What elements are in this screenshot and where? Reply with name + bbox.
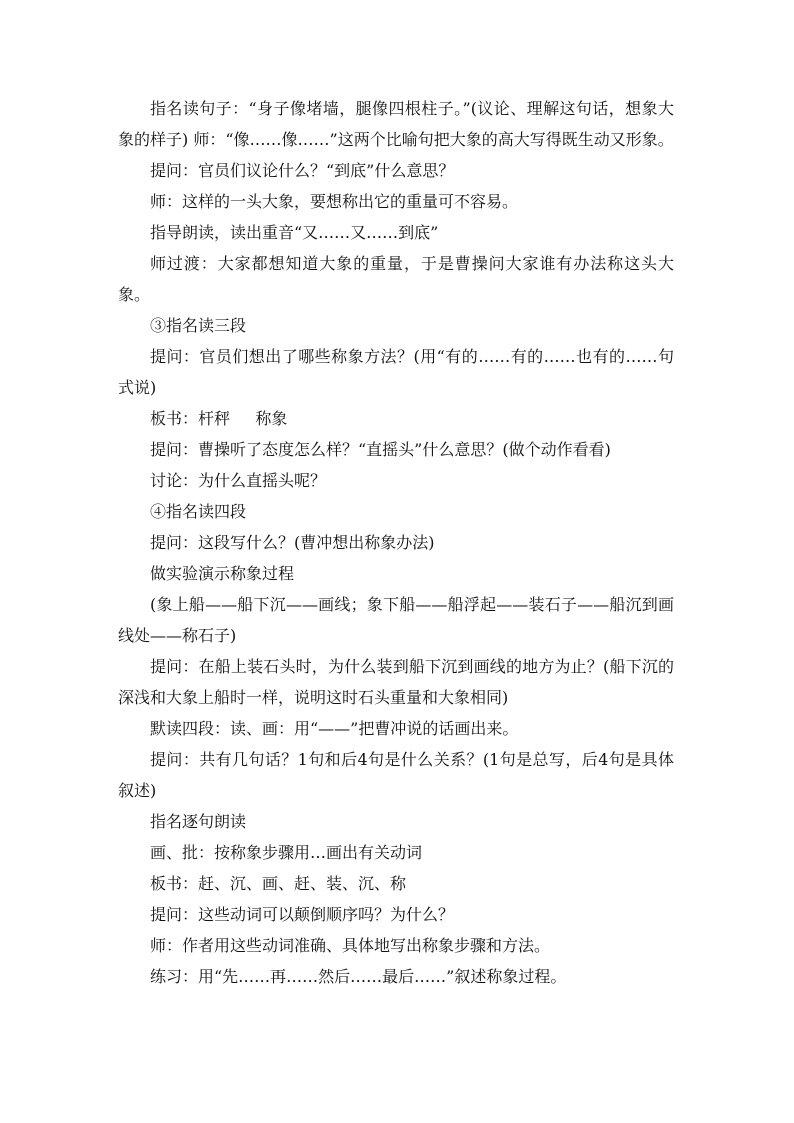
paragraph-process-steps: (象上船——船下沉——画线；象下船——船浮起——装石子——船沉到画线处——称石子) [118,595,674,645]
paragraph-exercise: 练习：用“先……再……然后……最后……”叙述称象过程。 [150,967,567,986]
paragraph-read-section-four: ④指名读四段 [150,502,247,521]
document-page [118,93,674,992]
paragraph-question-sentences: 提问：共有几句话？1句和后4句是什么关系？(1句是总写，后4句是具体叙述) [118,750,674,800]
paragraph-silent-reading: 默读四段：读、画：用“——”把曹冲说的话画出来。 [150,719,519,738]
paragraph-read-sentence-by-sentence: 指名逐句朗读 [150,812,247,831]
paragraph-board-steelyard: 板书：杆秤 称象 [150,409,288,428]
paragraph-guided-reading: 指导朗读，读出重音“又……又……到底” [150,223,439,242]
paragraph-question-stones: 提问：在船上装石头时，为什么装到船下沉到画线的地方为止？(船下沉的深浅和大象上船时一样，说明这时石头重量和大象相同) [118,657,674,707]
paragraph-question-officials: 提问：官员们议论什么？“到底”什么意思？ [150,161,455,180]
paragraph-question-methods: 提问：官员们想出了哪些称象方法？(用“有的……有的……也有的……句式说) [118,347,674,397]
paragraph-teacher-summary: 师：作者用这些动词准确、具体地写出称象步骤和方法。 [150,936,551,955]
paragraph-mark-verbs: 画、批：按称象步骤用…画出有关动词 [150,843,423,862]
paragraph-board-verbs: 板书：赶、沉、画、赶、装、沉、称 [150,874,407,893]
paragraph-question-section: 提问：这段写什么？(曹冲想出称象办法) [150,533,435,552]
paragraph-question-order: 提问：这些动词可以颠倒顺序吗？为什么？ [150,905,455,924]
paragraph-discussion: 讨论：为什么直摇头呢？ [150,471,327,490]
paragraph-teacher-transition: 师过渡：大家都想知道大象的重量，于是曹操问大家谁有办法称这头大象。 [118,254,674,304]
paragraph-teacher-weight: 师：这样的一头大象，要想称出它的重量可不容易。 [150,192,519,211]
paragraph-read-section-three: ③指名读三段 [150,316,247,335]
paragraph-question-caocao: 提问：曹操听了态度怎么样？“直摇头”什么意思？(做个动作看看) [150,440,611,459]
paragraph-experiment: 做实验演示称象过程 [150,564,295,583]
paragraph-reading-sentence: 指名读句子：“身子像堵墙，腿像四根柱子。”(议论、理解这句话，想象大象的样子) 师：“像……像……”这两个比喻句把大象的高大写得既生动又形象。 [118,99,674,149]
